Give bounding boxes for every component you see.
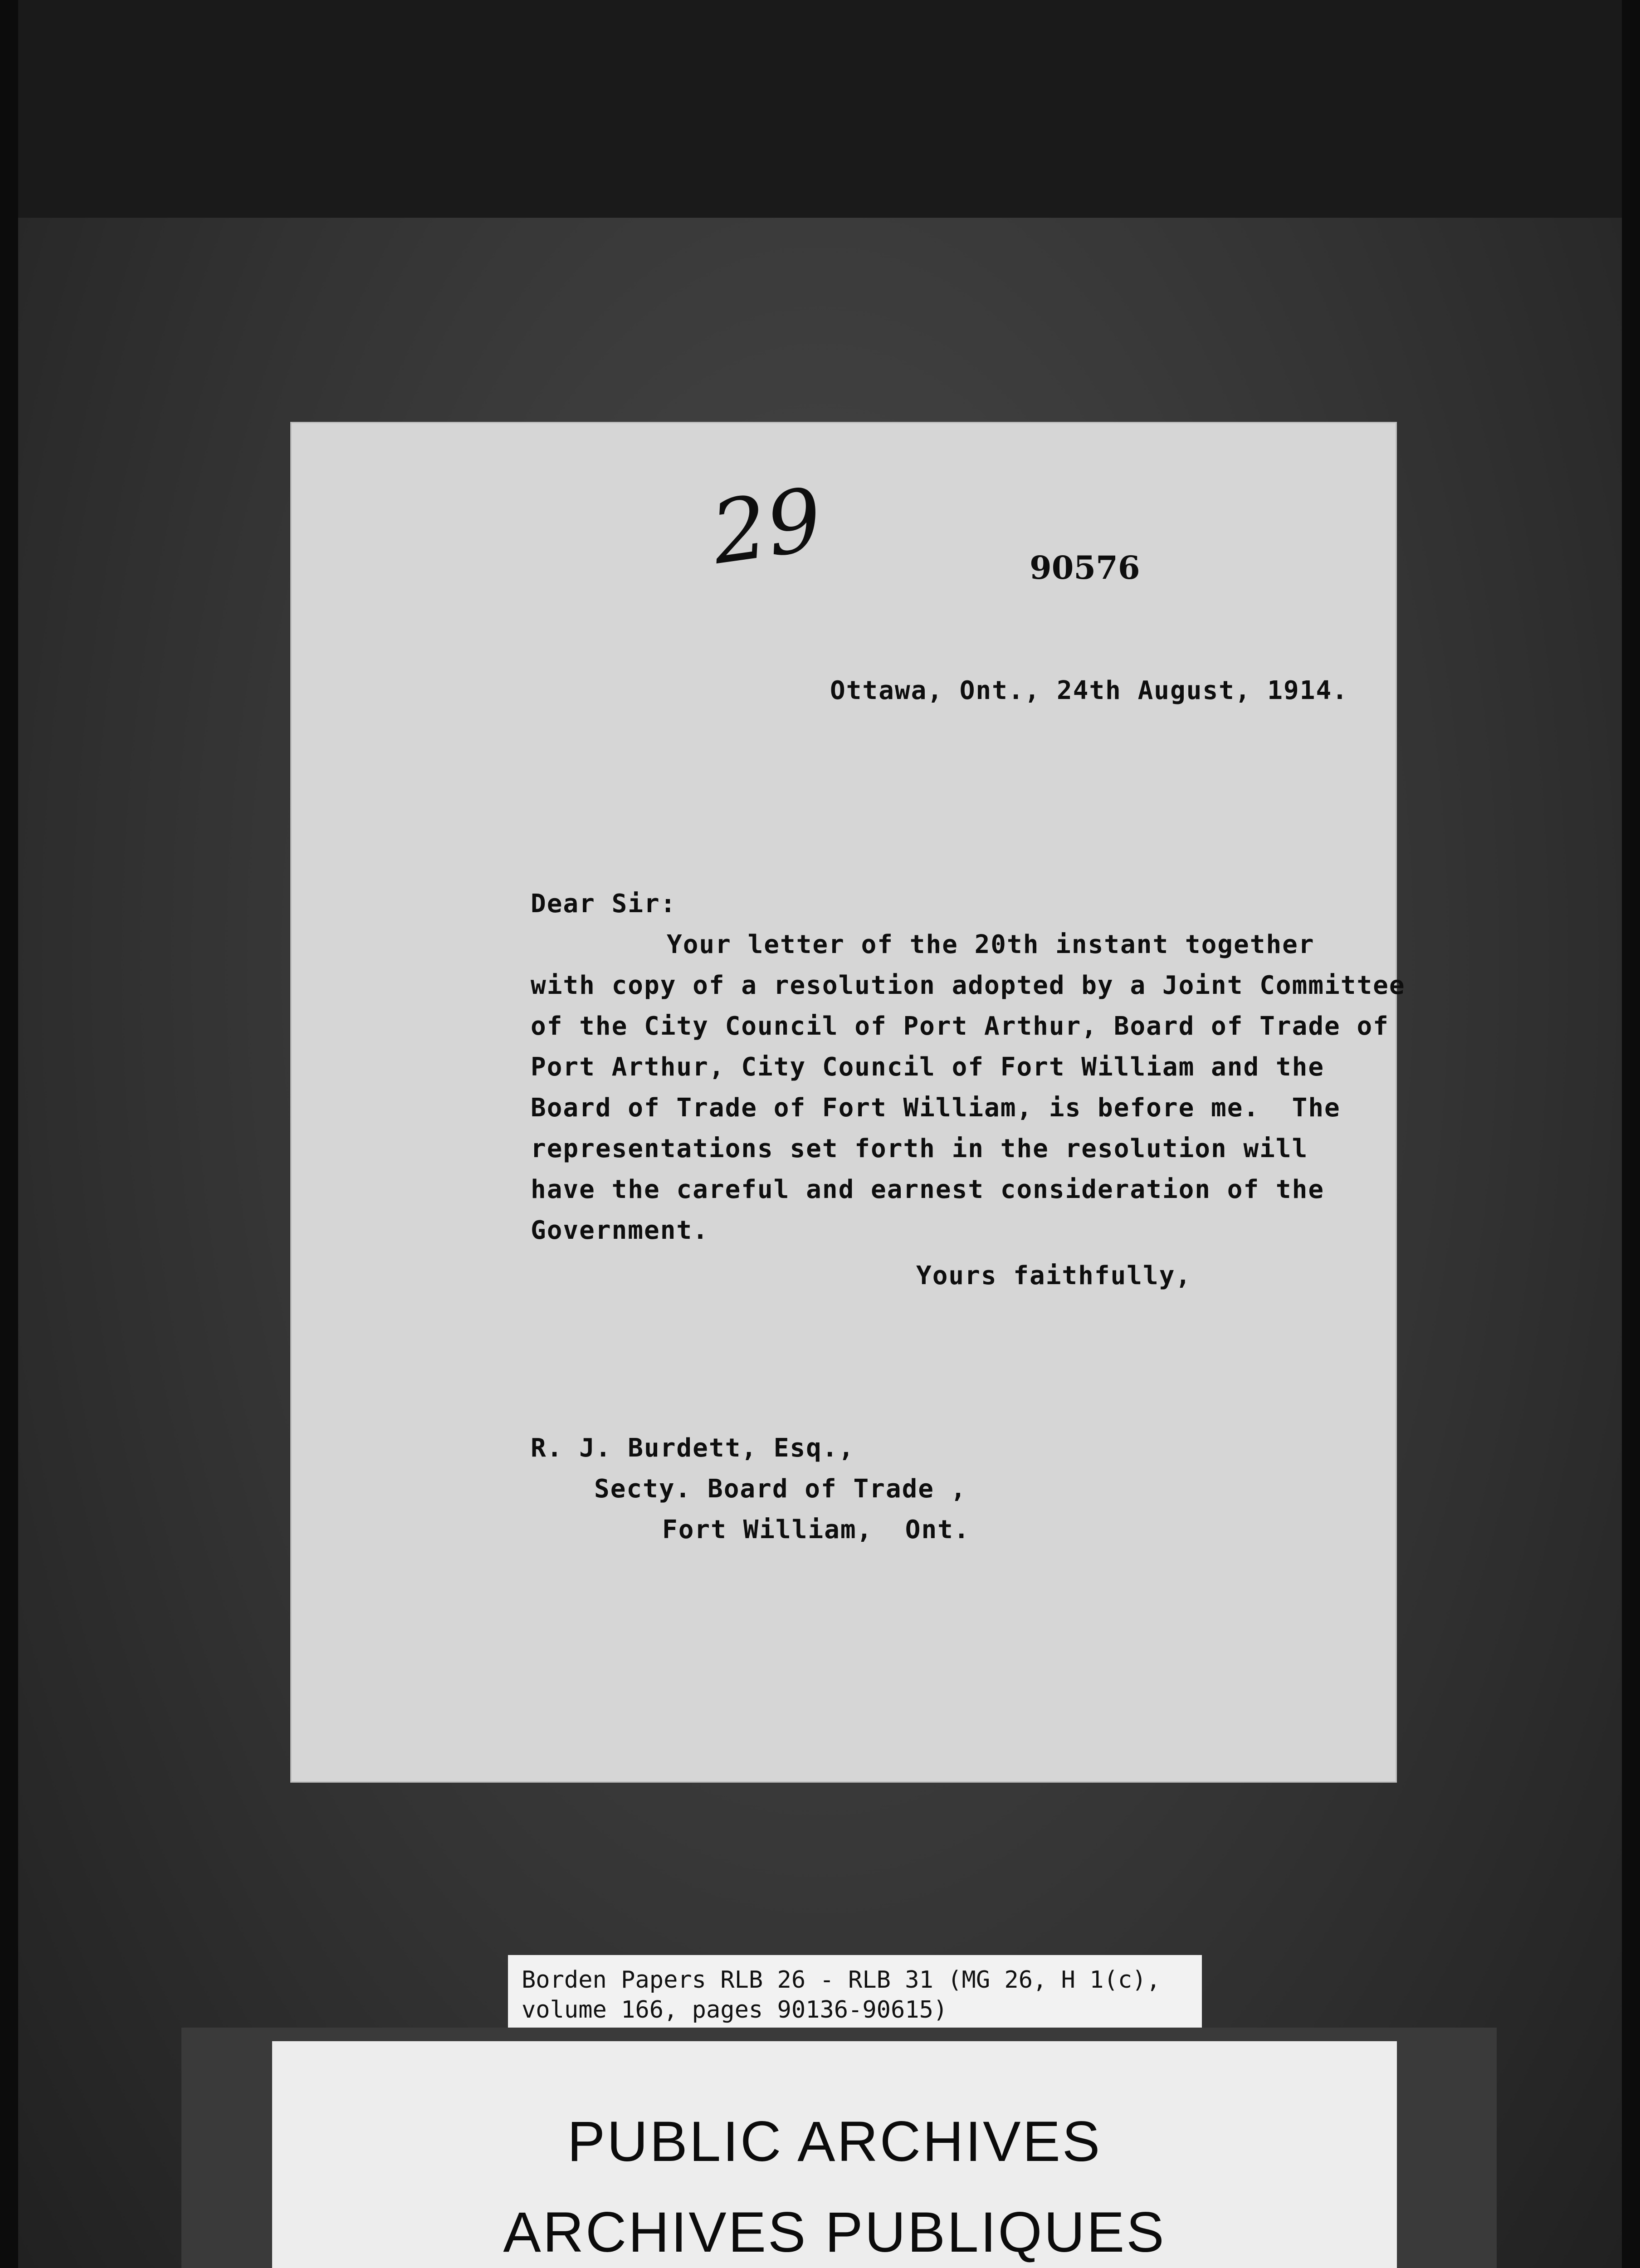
- body-line-5: Board of Trade of Fort William, is before me. The: [531, 1093, 1341, 1123]
- body-line-2: with copy of a resolution adopted by a Joint Committee: [531, 971, 1406, 1000]
- address-line-3: Fort William, Ont.: [662, 1515, 970, 1545]
- salutation: Dear Sir:: [531, 889, 677, 919]
- body-line-7: have the careful and earnest consideration of the: [531, 1175, 1325, 1204]
- address-line-2: Secty. Board of Trade ,: [594, 1474, 967, 1504]
- body-line-8: Government.: [531, 1216, 709, 1245]
- archive-stamp: [272, 2041, 1397, 2268]
- stamp-line-archives-publiques: ARCHIVES PUBLIQUES: [503, 2201, 1166, 2264]
- dateline: Ottawa, Ont., 24th August, 1914.: [830, 676, 1348, 705]
- stamp-line-public-archives: PUBLIC ARCHIVES: [567, 2110, 1102, 2173]
- handwritten-page-number: 29: [705, 469, 828, 584]
- document-number: 90576: [1030, 549, 1140, 587]
- film-edge-right: [1622, 0, 1640, 2268]
- source-line-1: Borden Papers RLB 26 - RLB 31 (MG 26, H 1(c),: [522, 1966, 1161, 1994]
- body-line-3: of the City Council of Port Arthur, Board of Trade of: [531, 1012, 1389, 1041]
- source-line-2: volume 166, pages 90136-90615): [522, 1996, 948, 2024]
- body-line-1: Your letter of the 20th instant together: [667, 930, 1315, 959]
- film-top-band: [18, 0, 1622, 218]
- closing: Yours faithfully,: [916, 1261, 1192, 1290]
- body-line-6: representations set forth in the resolution will: [531, 1134, 1308, 1163]
- address-line-1: R. J. Burdett, Esq.,: [531, 1433, 855, 1463]
- body-line-4: Port Arthur, City Council of Fort William and the: [531, 1052, 1325, 1082]
- typed-letter: [290, 422, 1406, 1783]
- film-edge-left: [0, 0, 18, 2268]
